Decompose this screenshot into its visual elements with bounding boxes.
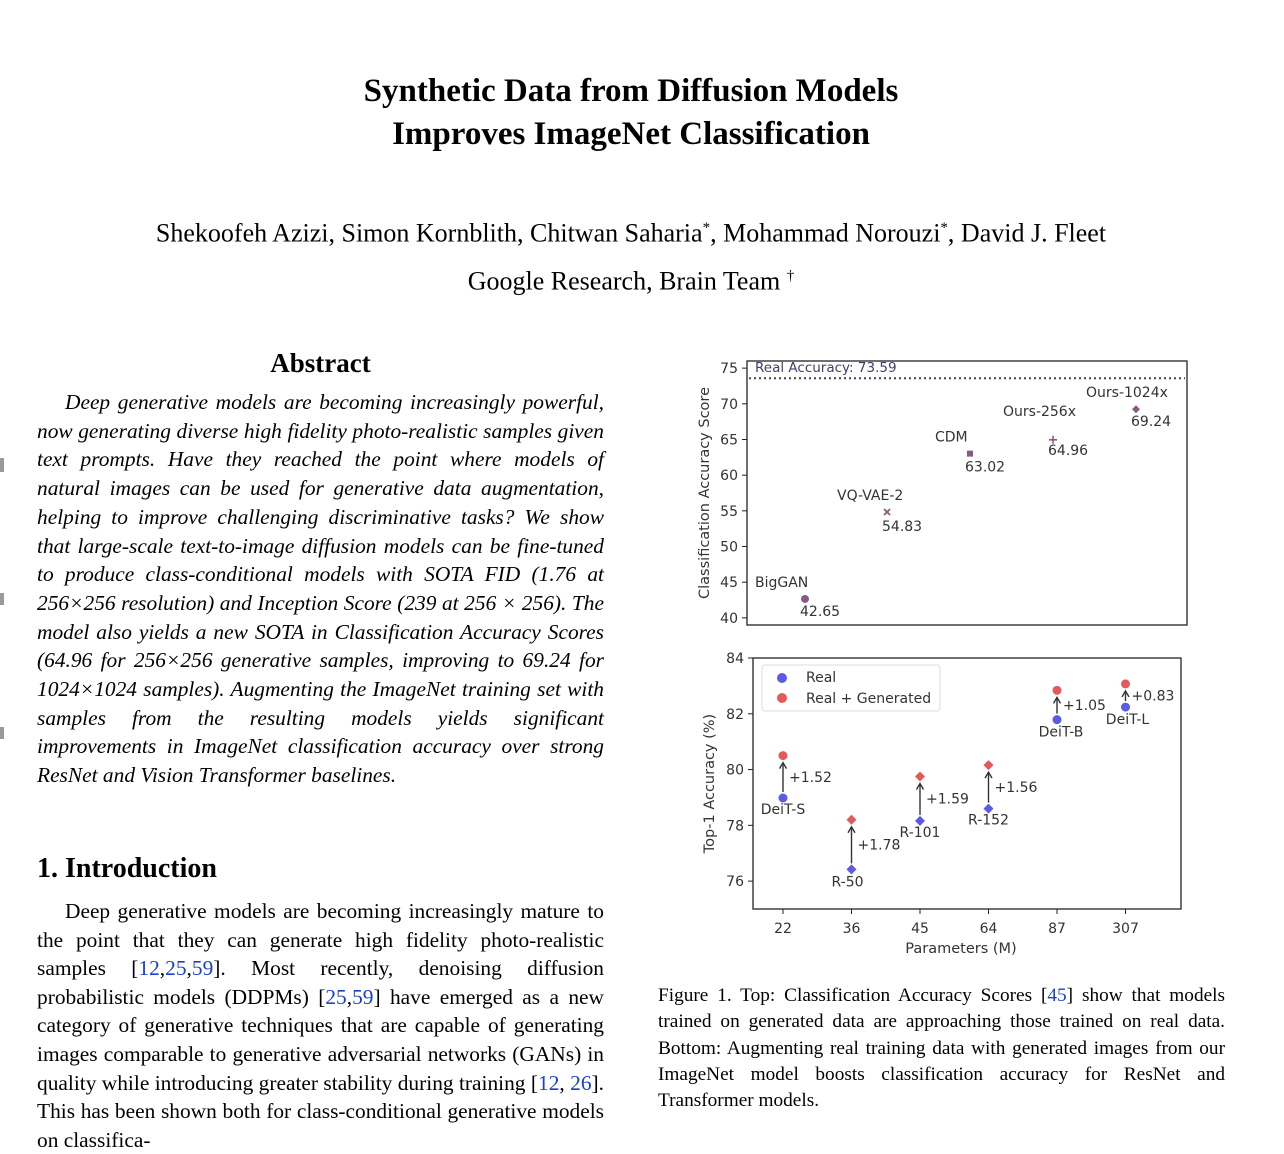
y-tick-label: 76: [726, 874, 744, 891]
gain-label: +1.56: [994, 779, 1038, 796]
y-tick-label: 55: [720, 503, 738, 520]
y-tick-label: 78: [726, 818, 744, 835]
model-label: R-101: [899, 824, 941, 841]
body-text: ,: [346, 984, 353, 1009]
generated-point: [1053, 686, 1062, 695]
body-text: ]. Most recently, denoising diffusion probabilistic models (DDPMs) [: [37, 956, 604, 1009]
legend-label: Real: [806, 670, 837, 686]
point-value-label: 69.24: [1131, 414, 1172, 431]
point-value-label: 64.96: [1048, 442, 1089, 459]
citation-link[interactable]: 25: [325, 984, 347, 1009]
model-label: R-50: [831, 874, 864, 891]
point-name-label: CDM: [935, 429, 968, 446]
body-text: ,: [186, 956, 192, 981]
caption-text: Figure 1. Top: Classification Accuracy Scores [: [658, 985, 1048, 1006]
accuracy-chart: [702, 651, 1181, 957]
citation-link[interactable]: 25: [165, 956, 187, 981]
gain-label: +1.05: [1063, 697, 1106, 714]
cas-chart: [697, 360, 1187, 627]
body-text: ] have emerged as a new category of generative techniques that are capable of generating images comparable to generative adversarial networks (GANs) in quality while introducing greater stability during training [: [37, 984, 604, 1095]
generated-point: [847, 815, 857, 825]
abstract-body: Deep generative models are becoming increasingly powerful, now generating diverse high fidelity photo-realistic samples given text prompts. Have they reached the point where models of natural images can be used for generative data augmentation, helping to improve challenging discriminative tasks? We show that large-scale text-to-image diffusion models can be fine-tuned to produce class-conditional models with SOTA FID (1.76 at 256×256 resolution) and Inception Score (239 at 256 × 256). The model also yields a new SOTA in Classification Accuracy Scores (64.96 for 256×256 generative samples, improving to 69.24 for 1024×1024 samples). Augmenting the ImageNet training set with samples from the resulting models yields significant improvements in ImageNet classification accuracy over strong ResNet and Vision Transformer baselines.: [37, 390, 604, 788]
point-name-label: BigGAN: [755, 574, 809, 591]
citation-link[interactable]: 12: [138, 956, 160, 981]
abstract-heading: Abstract: [270, 348, 371, 378]
point-name-label: Ours-256x: [1003, 403, 1077, 420]
y-tick-label: 70: [720, 396, 738, 413]
footnote-mark: *: [702, 220, 711, 236]
footnote-mark: †: [786, 267, 795, 284]
real-accuracy-label: Real Accuracy: 73.59: [755, 360, 897, 377]
model-label: DeiT-L: [1105, 712, 1150, 729]
cdm-point: [967, 451, 973, 457]
x-tick-label: 36: [842, 921, 861, 937]
x-tick-label: 22: [774, 921, 792, 937]
x-tick-label: 45: [911, 921, 929, 937]
title-line: Synthetic Data from Diffusion Models: [363, 73, 899, 109]
y-axis-label: Classification Accuracy Score: [697, 387, 713, 599]
model-label: R-152: [968, 812, 1009, 829]
citation-link[interactable]: 59: [352, 984, 374, 1009]
author-names: Shekoofeh Azizi, Simon Kornblith, Chitwan Saharia: [155, 218, 703, 248]
y-tick-label: 60: [720, 468, 738, 485]
y-tick-label: 82: [726, 706, 744, 723]
gain-label: +1.52: [789, 769, 832, 786]
generated-point: [779, 751, 788, 760]
y-tick-label: 50: [720, 539, 738, 556]
citation-link[interactable]: 59: [191, 956, 214, 981]
generated-point: [984, 760, 994, 770]
gain-label: +1.78: [857, 837, 901, 854]
y-tick-label: 65: [720, 432, 738, 449]
vq-vae-point: [884, 509, 890, 515]
citation-link[interactable]: 12: [538, 1070, 560, 1095]
x-tick-label: 87: [1048, 921, 1066, 937]
footnote-mark: *: [940, 220, 948, 236]
affiliation-text: Google Research, Brain Team: [467, 266, 787, 296]
body-text: Deep generative models are becoming increasingly mature to the point that they can generate high fidelity photo-realistic samples [: [37, 899, 604, 981]
body-text: ]. This has been shown both for class-conditional generative models on classifica-: [37, 1070, 604, 1152]
y-tick-label: 45: [720, 575, 738, 592]
body-text: ,: [159, 956, 166, 981]
model-label: DeiT-S: [760, 802, 806, 819]
bigGAN-point: [801, 595, 809, 603]
point-value-label: 63.02: [965, 459, 1006, 476]
real-point: [847, 864, 857, 874]
y-axis-label: Top-1 Accuracy (%): [702, 713, 718, 854]
ours-1024-point: [1132, 405, 1140, 413]
citation-link[interactable]: 45: [1047, 985, 1067, 1006]
real-point: [1121, 703, 1130, 712]
caption-text: ] show that models trained on generated data are approaching those trained on real data. Bottom: Augmenting real training data with generated images from our ImageNet model boosts classification accuracy for ResNet and Transformer models.: [658, 985, 1225, 1112]
gain-label: +0.83: [1131, 688, 1175, 705]
citation-link[interactable]: 26: [570, 1070, 592, 1095]
figure-caption: [658, 983, 1225, 1114]
author-names: , David J. Fleet: [947, 218, 1107, 248]
generated-point: [915, 772, 925, 782]
generated-point: [1121, 679, 1130, 688]
y-tick-label: 80: [726, 762, 744, 779]
x-axis-label: Parameters (M): [905, 941, 1017, 957]
gain-label: +1.59: [926, 791, 969, 808]
author-names: , Mohammad Norouzi: [710, 218, 941, 248]
point-name-label: Ours-1024x: [1086, 385, 1168, 402]
x-tick-label: 64: [979, 921, 998, 937]
legend-marker-real: [777, 673, 787, 683]
body-text: ,: [559, 1070, 571, 1095]
y-tick-label: 40: [720, 610, 738, 627]
legend-label: Real + Generated: [806, 691, 932, 707]
point-name-label: VQ-VAE-2: [837, 488, 904, 505]
point-value-label: 54.83: [882, 519, 923, 536]
section-heading: 1. Introduction: [37, 853, 217, 884]
title-line: Improves ImageNet Classification: [392, 116, 870, 152]
y-tick-label: 84: [726, 651, 744, 667]
point-value-label: 42.65: [800, 603, 841, 620]
real-point: [1053, 715, 1062, 724]
legend-marker-generated: [777, 693, 787, 703]
legend: [762, 665, 940, 711]
y-tick-label: 75: [720, 361, 738, 378]
model-label: DeiT-B: [1038, 724, 1084, 741]
x-tick-label: 307: [1112, 921, 1139, 937]
